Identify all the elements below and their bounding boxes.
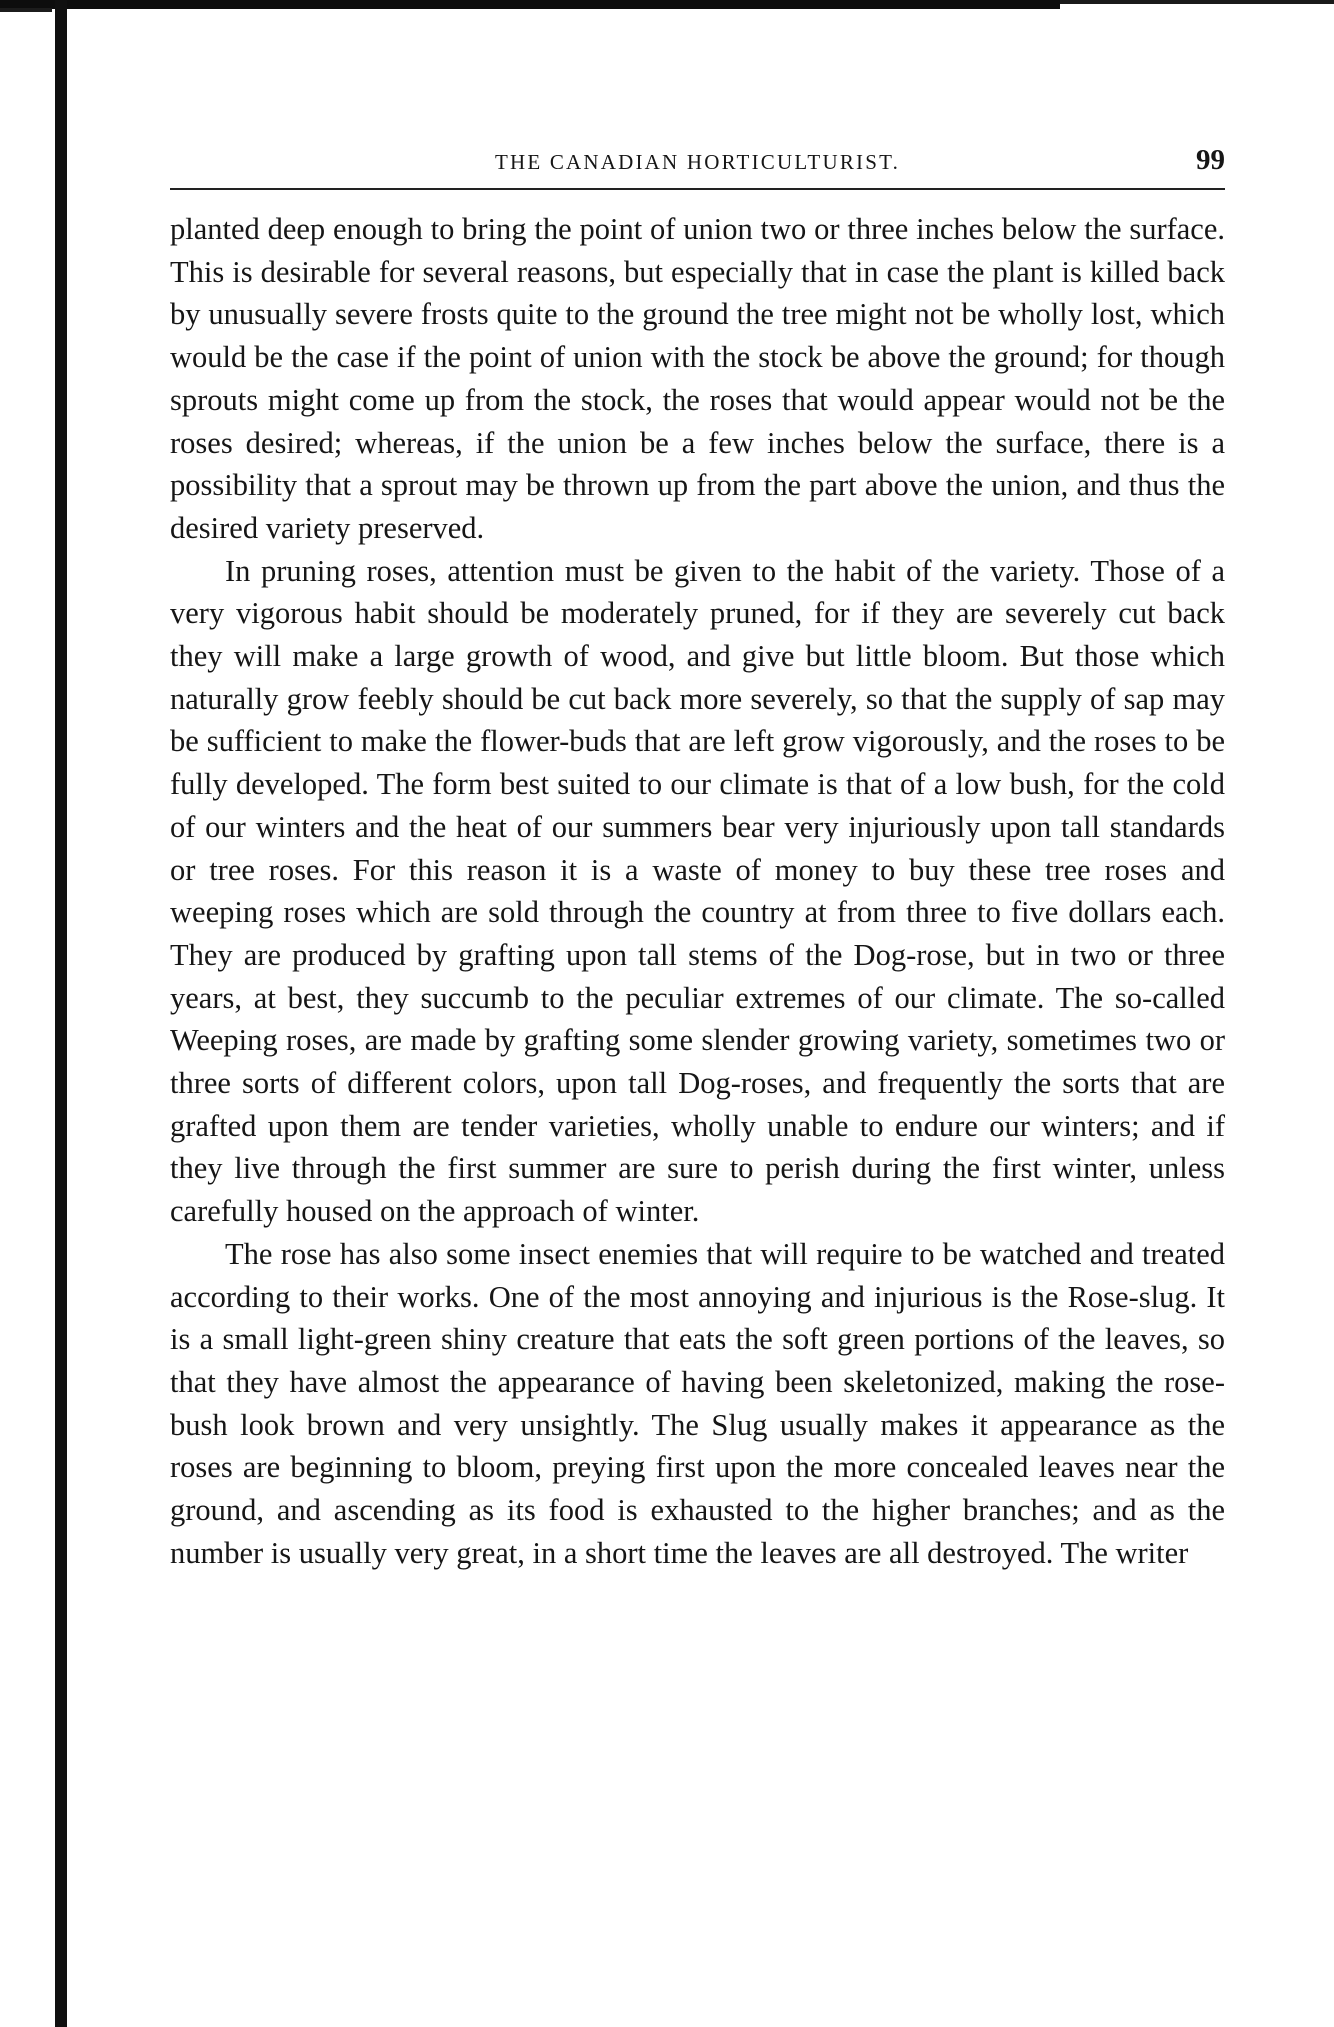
paragraph-continued: planted deep enough to bring the point of union two or three inches below the surface. This is desirable for several reasons, but especially that in case the plant is killed back by unusually severe frosts quite to the ground the tree might not be wholly lost, which would be the case if the point of union with the stock be above the ground; for though sprouts might come up from the stock, the roses that would appear would not be the roses desired; whereas, if the union be a few inches below the surface, there is a possibility that a sprout may be thrown up from the part above the union, and thus the desired variety preserved. xyxy=(170,212,1225,545)
paragraph-pruning: In pruning roses, attention must be given to the habit of the variety. Those of a very vigorous habit should be moderately pruned, for if they are severely cut back they will make a large growth of wood, and give but little bloom. But those which naturally grow feebly should be cut back more severely, so that the supply of sap may be sufficient to make the flower-buds that are left grow vigorously, and the roses to be fully developed. The form best suited to our climate is that of a low bush, for the cold of our winters and the heat of our summers bear very injuriously upon tall standards or tree roses. For this reason it is a waste of money to buy these tree roses and weeping roses which are sold through the country at from three to five dollars each. They are produced by grafting upon tall stems of the Dog-rose, but in two or three years, at best, they succumb to the peculiar extremes of our climate. The so-called Weeping roses, are made by grafting some slender growing variety, sometimes two or three sorts of different colors, upon tall Dog-roses, and frequently the sorts that are grafted upon them are tender varieties, wholly unable to endure our winters; and if they live through the first summer are sure to perish during the first winter, unless carefully housed on the approach of winter. xyxy=(170,553,1225,1229)
page-number: 99 xyxy=(1196,144,1225,176)
scan-border-top-thin xyxy=(1060,0,1334,4)
book-page xyxy=(170,144,1225,1575)
scan-binding-edge xyxy=(55,0,67,2027)
running-head xyxy=(170,144,1225,184)
scan-border-left xyxy=(0,8,52,12)
paragraph-insects: The rose has also some insect enemies that will require to be watched and treated according to their works. One of the most annoying and injurious is the Rose-slug. It is a small light-green shiny creature that eats the soft green portions of the leaves, so that they have almost the appearance of having been skeletonized, making the rose-bush look brown and very unsightly. The Slug usually makes it appearance as the roses are beginning to bloom, preying first upon the more concealed leaves near the ground, and ascending as its food is exhausted to the higher branches; and as the number is usually very great, in a short time the leaves are all destroyed. The writer xyxy=(170,1236,1225,1570)
body-text xyxy=(170,208,1225,1575)
running-title: THE CANADIAN HORTICULTURIST. xyxy=(494,150,901,174)
scan-border-top xyxy=(0,0,1060,9)
header-rule xyxy=(170,188,1225,190)
